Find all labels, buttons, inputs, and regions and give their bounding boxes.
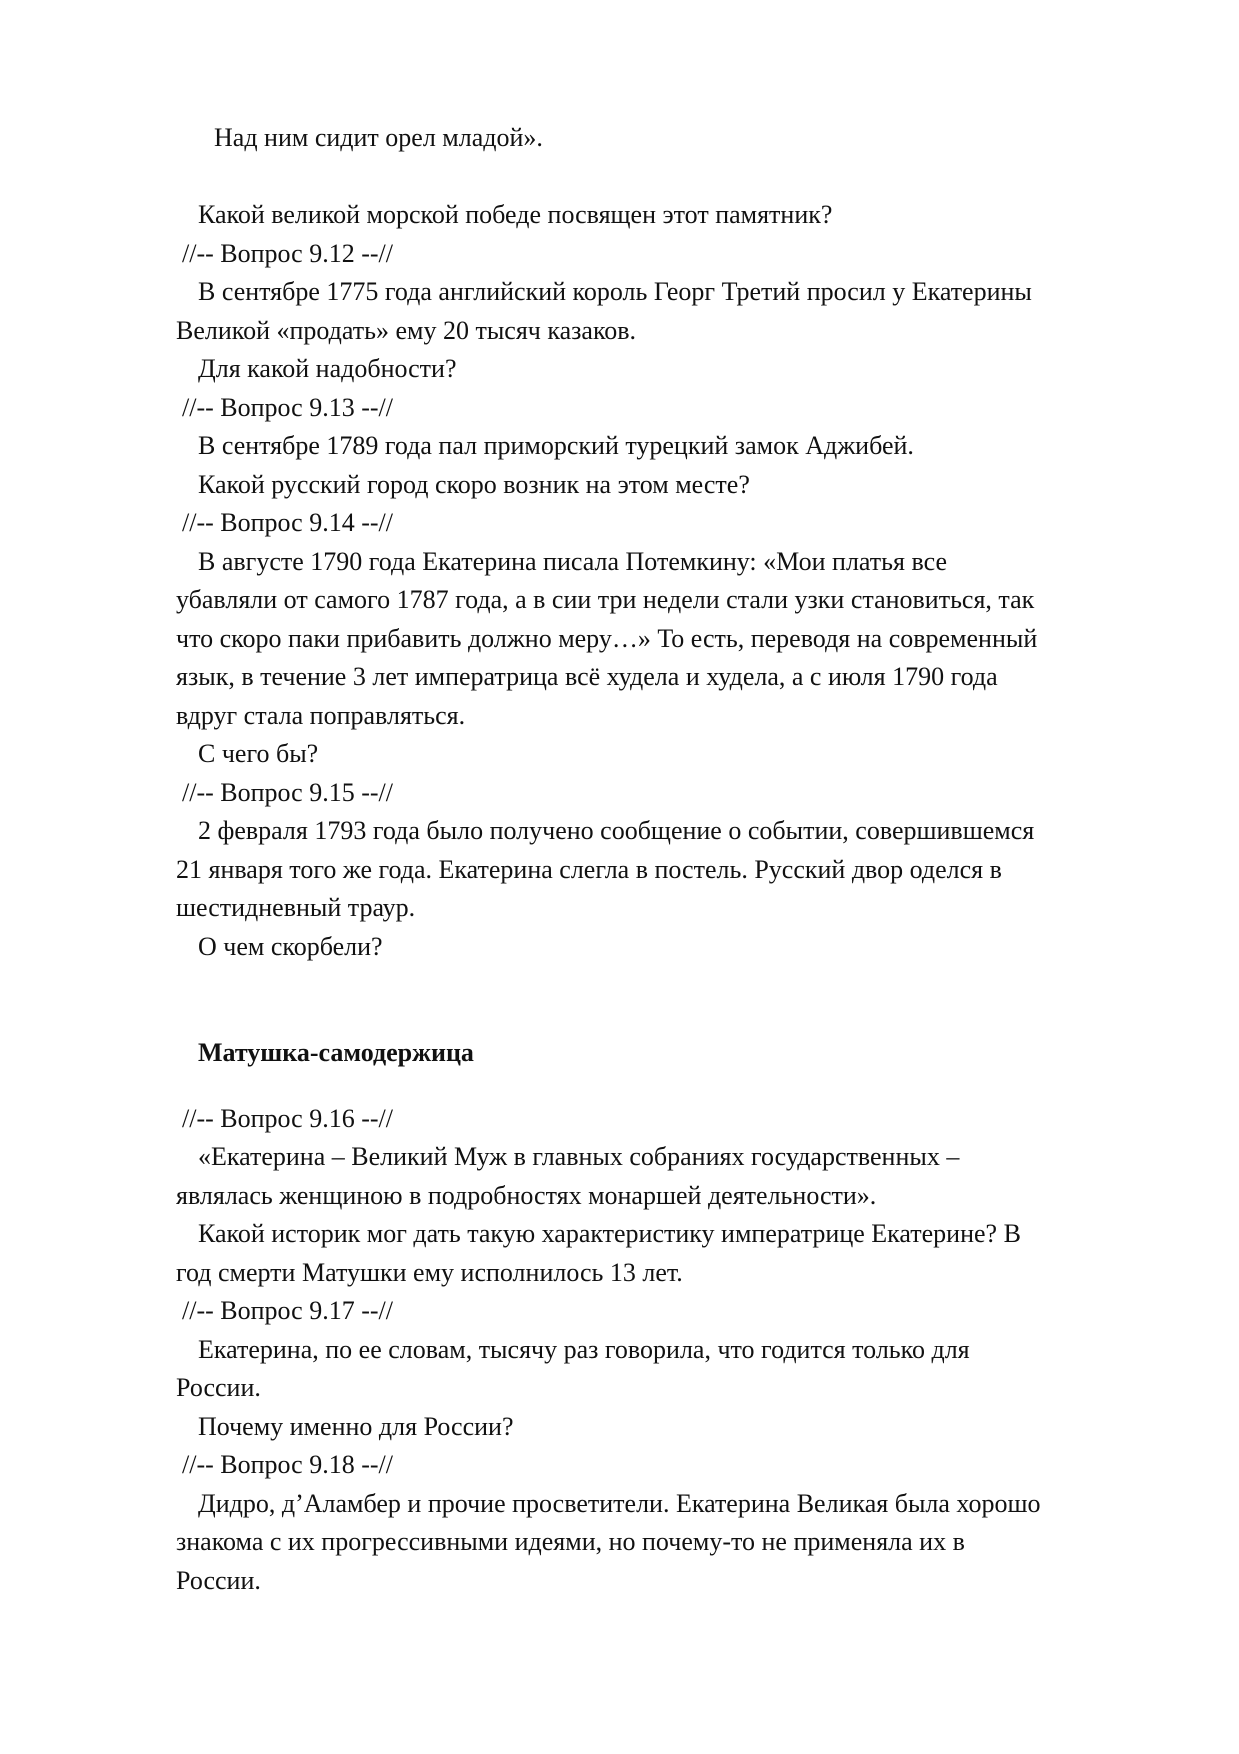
paragraph-line: Дидро, д’Аламбер и прочие просветители. Екатерина Великая была хорошо	[198, 1489, 1041, 1518]
paragraph-line: В сентябре 1775 года английский король Георг Третий просил у Екатерины	[198, 277, 1032, 306]
paragraph-line: вдруг стала поправляться.	[176, 701, 466, 730]
paragraph-line: убавляли от самого 1787 года, а в сии три недели стали узки становиться, так	[176, 585, 1035, 614]
paragraph-line: 2 февраля 1793 года было получено сообщение о событии, совершившемся	[198, 816, 1035, 845]
paragraph-line: язык, в течение 3 лет императрица всё худела и худела, а с июля 1790 года	[176, 662, 998, 691]
paragraph-line: В августе 1790 года Екатерина писала Потемкину: «Мои платья все	[198, 547, 947, 576]
question-text: Какой русский город скоро возник на этом месте?	[198, 470, 750, 499]
paragraph-line: знакома с их прогрессивными идеями, но почему-то не применяла их в	[176, 1527, 965, 1556]
question-text: Какой историк мог дать такую характеристику императрице Екатерине? В	[198, 1219, 1021, 1248]
question-marker: //-- Вопрос 9.14 --//	[182, 508, 393, 537]
section-heading: Матушка-самодержица	[198, 1038, 474, 1067]
paragraph-line: шестидневный траур.	[176, 893, 416, 922]
question-marker: //-- Вопрос 9.18 --//	[182, 1450, 393, 1479]
paragraph-line: что скоро паки прибавить должно меру…» То есть, переводя на современный	[176, 624, 1038, 653]
question-text: С чего бы?	[198, 739, 319, 768]
paragraph-line: Екатерина, по ее словам, тысячу раз говорила, что годится только для	[198, 1335, 970, 1364]
question-text: Какой великой морской победе посвящен этот памятник?	[198, 200, 833, 229]
poem-closing-line: Над ним сидит орел младой».	[214, 123, 543, 152]
paragraph-line: России.	[176, 1566, 261, 1595]
paragraph-line: Великой «продать» ему 20 тысяч казаков.	[176, 316, 637, 345]
paragraph-line: В сентябре 1789 года пал приморский турецкий замок Аджибей.	[198, 431, 914, 460]
question-marker: //-- Вопрос 9.17 --//	[182, 1296, 393, 1325]
question-text: Для какой надобности?	[198, 354, 457, 383]
question-marker: //-- Вопрос 9.13 --//	[182, 393, 393, 422]
paragraph-line: России.	[176, 1373, 261, 1402]
paragraph-line: 21 января того же года. Екатерина слегла в постель. Русский двор оделся в	[176, 855, 1002, 884]
paragraph-line: «Екатерина – Великий Муж в главных собраниях государственных –	[198, 1142, 960, 1171]
paragraph-line: являлась женщиною в подробностях монаршей деятельности».	[176, 1181, 877, 1210]
question-text: О чем скорбели?	[198, 932, 383, 961]
question-text: Почему именно для России?	[198, 1412, 514, 1441]
question-marker: //-- Вопрос 9.16 --//	[182, 1104, 393, 1133]
question-text: год смерти Матушки ему исполнилось 13 лет.	[176, 1258, 683, 1287]
question-marker: //-- Вопрос 9.12 --//	[182, 239, 393, 268]
question-marker: //-- Вопрос 9.15 --//	[182, 778, 393, 807]
